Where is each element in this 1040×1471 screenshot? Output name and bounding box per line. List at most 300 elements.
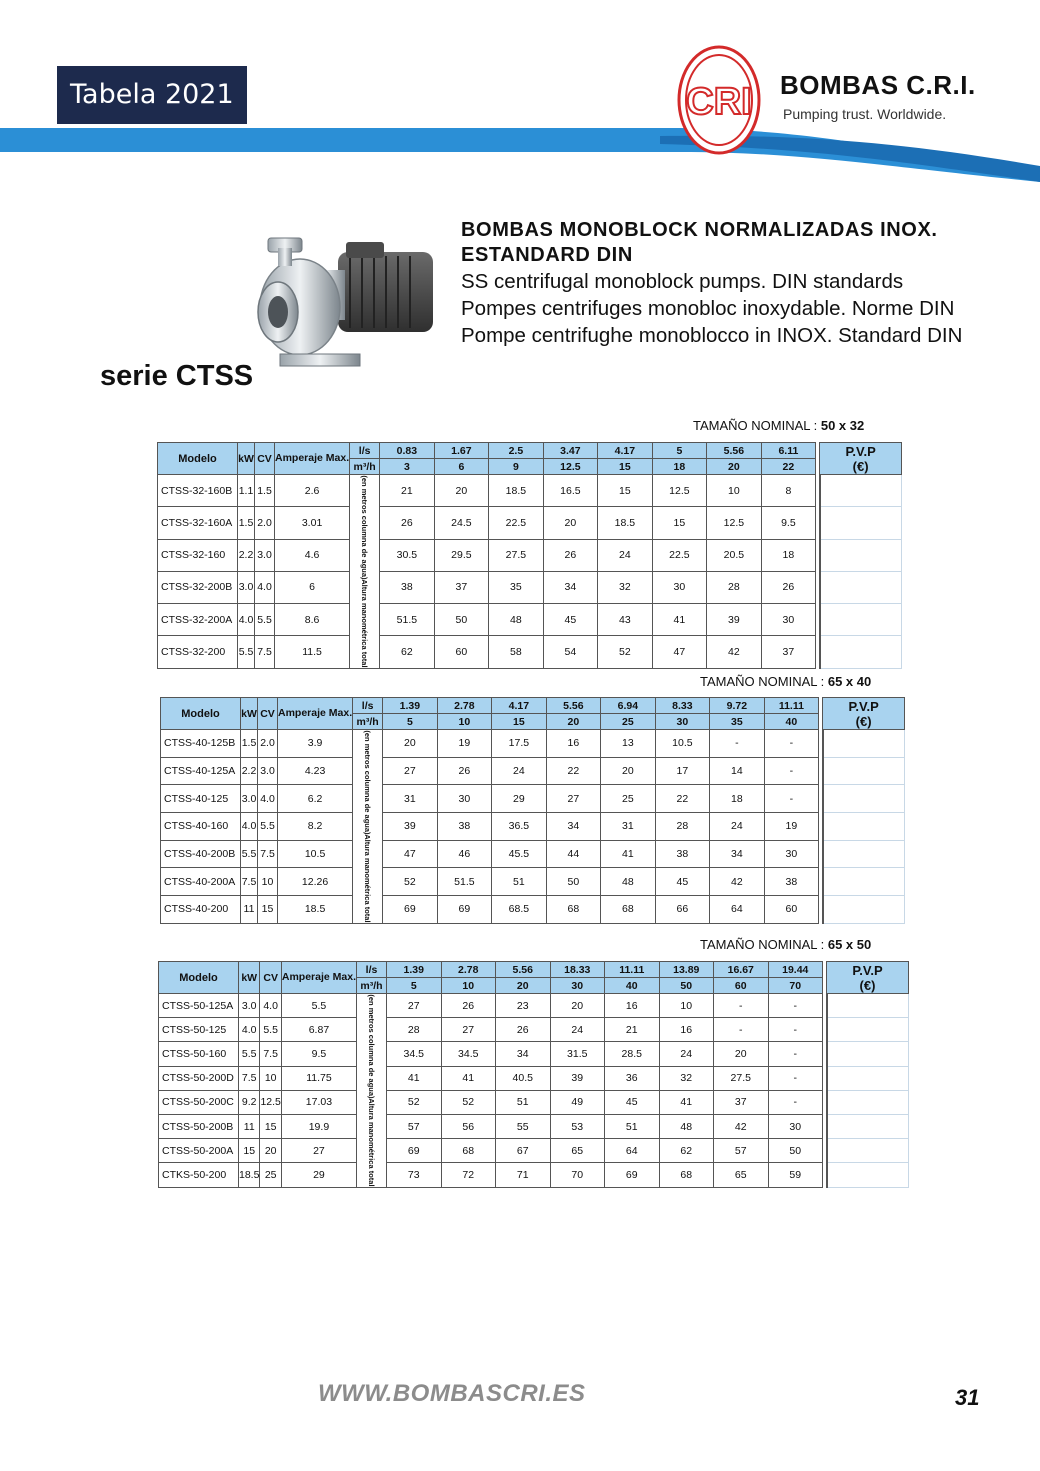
model-name: CTSS-50-125 xyxy=(159,1018,239,1042)
head-value: 29.5 xyxy=(434,539,489,571)
power-kw: 7.5 xyxy=(241,868,258,896)
head-value: 72 xyxy=(441,1163,496,1187)
power-cv: 10 xyxy=(260,1066,281,1090)
model-name: CTSS-40-125B xyxy=(161,730,241,758)
table-year-tag: Tabela 2021 xyxy=(57,66,247,124)
table-row xyxy=(161,868,905,896)
flow-ls-value: 1.39 xyxy=(383,698,438,714)
head-value: 27 xyxy=(387,994,442,1018)
price-input-cell[interactable] xyxy=(823,757,905,785)
table-row xyxy=(158,636,902,668)
head-value: 35 xyxy=(489,571,544,603)
col-cv-header: CV xyxy=(255,443,275,475)
model-name: CTSS-32-160 xyxy=(158,539,238,571)
head-value: 9.5 xyxy=(761,507,816,539)
flow-ls-value: 9.72 xyxy=(710,698,765,714)
power-cv: 7.5 xyxy=(260,1042,281,1066)
flow-ls-value: 11.11 xyxy=(605,962,660,978)
col-amp-header xyxy=(275,443,350,475)
head-value: - xyxy=(768,1042,823,1066)
flow-m3h-value: 70 xyxy=(768,978,823,994)
head-value: 19 xyxy=(764,812,819,840)
flow-m3h-value: 30 xyxy=(655,714,710,730)
head-value: 24 xyxy=(492,757,547,785)
price-input-cell[interactable] xyxy=(820,539,902,571)
flow-m3h-value: 10 xyxy=(441,978,496,994)
head-value: 51.5 xyxy=(380,604,435,636)
power-kw: 2.2 xyxy=(241,757,258,785)
header-wave-band xyxy=(0,126,1040,182)
head-value: 34.5 xyxy=(387,1042,442,1066)
price-input-cell[interactable] xyxy=(827,1042,909,1066)
col-model-header: Modelo xyxy=(159,962,239,994)
size-label-65x40: TAMAÑO NOMINAL : 65 x 40 xyxy=(700,674,872,689)
head-value: 58 xyxy=(489,636,544,668)
head-value: 52 xyxy=(598,636,653,668)
head-value: 10.5 xyxy=(655,730,710,758)
price-input-cell[interactable] xyxy=(827,1018,909,1042)
head-value: 26 xyxy=(380,507,435,539)
head-value: 24 xyxy=(710,812,765,840)
brand-slogan: Pumping trust. Worldwide. xyxy=(783,106,947,122)
power-kw: 4.0 xyxy=(241,812,258,840)
head-value: 32 xyxy=(659,1066,714,1090)
head-value: 39 xyxy=(707,604,762,636)
flow-m3h-value: 25 xyxy=(601,714,656,730)
model-name: CTSS-40-125A xyxy=(161,757,241,785)
head-value: 17.5 xyxy=(492,730,547,758)
head-value: 27 xyxy=(441,1018,496,1042)
col-cv-header: CV xyxy=(260,962,281,994)
col-model-header: Modelo xyxy=(158,443,238,475)
head-axis-label-line1: Altura manométrica total xyxy=(363,834,373,923)
flow-ls-value: 5 xyxy=(652,443,707,459)
head-value: 44 xyxy=(546,840,601,868)
power-cv: 4.0 xyxy=(260,994,281,1018)
head-value: 51 xyxy=(605,1114,660,1138)
head-value: 30 xyxy=(437,785,492,813)
head-value: 24.5 xyxy=(434,507,489,539)
flow-m3h-value: 12.5 xyxy=(543,459,598,475)
head-value: 17 xyxy=(655,757,710,785)
head-value: - xyxy=(714,994,769,1018)
head-value: 47 xyxy=(652,636,707,668)
amperage-max: 9.5 xyxy=(281,1042,356,1066)
amperage-max: 19.9 xyxy=(281,1114,356,1138)
head-value: 65 xyxy=(714,1163,769,1187)
head-value: 47 xyxy=(383,840,438,868)
head-value: 14 xyxy=(710,757,765,785)
head-value: - xyxy=(768,1018,823,1042)
price-input-cell[interactable] xyxy=(827,1066,909,1090)
power-cv: 15 xyxy=(260,1114,281,1138)
head-value: 62 xyxy=(659,1139,714,1163)
head-value: 18.5 xyxy=(489,475,544,507)
col-kw-header: kW xyxy=(238,443,255,475)
head-value: 37 xyxy=(434,571,489,603)
power-kw: 3.0 xyxy=(239,994,260,1018)
col-pvp-header xyxy=(820,443,902,475)
head-value: 29 xyxy=(492,785,547,813)
table-row xyxy=(161,785,905,813)
head-axis-label-text xyxy=(363,730,372,923)
amperage-max: 17.03 xyxy=(281,1090,356,1114)
head-axis-label-line1: Altura manométrica total xyxy=(367,1098,376,1187)
head-value: 34 xyxy=(710,840,765,868)
head-value: 51 xyxy=(496,1090,551,1114)
head-value: 64 xyxy=(605,1139,660,1163)
power-cv: 5.5 xyxy=(255,604,275,636)
table-row xyxy=(161,895,905,923)
head-value: 19 xyxy=(437,730,492,758)
flow-ls-value: 4.17 xyxy=(598,443,653,459)
table-row xyxy=(158,507,902,539)
head-value: - xyxy=(768,1066,823,1090)
flow-m3h-value: 22 xyxy=(761,459,816,475)
flow-ls-value: 2.78 xyxy=(441,962,496,978)
price-input-cell[interactable] xyxy=(820,604,902,636)
price-input-cell[interactable] xyxy=(820,507,902,539)
footer-website[interactable]: WWW.BOMBASCRI.ES xyxy=(318,1380,586,1407)
head-value: 27 xyxy=(546,785,601,813)
unit-m3h-label: m³/h xyxy=(353,714,383,730)
head-value: - xyxy=(768,994,823,1018)
unit-ls-label: l/s xyxy=(357,962,387,978)
head-value: 16 xyxy=(546,730,601,758)
flow-m3h-value: 15 xyxy=(598,459,653,475)
pump-product-image xyxy=(250,232,440,382)
amperage-max: 6 xyxy=(275,571,350,603)
head-value: 55 xyxy=(496,1114,551,1138)
power-cv: 7.5 xyxy=(255,636,275,668)
head-value: 20 xyxy=(601,757,656,785)
head-value: 68.5 xyxy=(492,895,547,923)
head-axis-label-line2: (en metros columna de agua) xyxy=(367,994,376,1099)
power-kw: 1.1 xyxy=(238,475,255,507)
head-value: 32 xyxy=(598,571,653,603)
head-value: 70 xyxy=(550,1163,605,1187)
head-value: 50 xyxy=(434,604,489,636)
amperage-max: 3.01 xyxy=(275,507,350,539)
head-value: 20 xyxy=(434,475,489,507)
head-value: 68 xyxy=(659,1163,714,1187)
head-value: 18.5 xyxy=(598,507,653,539)
col-amp-header-text: Amperaje Max. xyxy=(275,452,350,464)
amperage-max: 2.6 xyxy=(275,475,350,507)
head-axis-label-line2: (en metros columna de agua) xyxy=(363,730,373,835)
flow-ls-value: 6.11 xyxy=(761,443,816,459)
power-kw: 2.2 xyxy=(238,539,255,571)
power-cv: 4.0 xyxy=(258,785,278,813)
flow-m3h-value: 40 xyxy=(764,714,819,730)
flow-ls-value: 6.94 xyxy=(601,698,656,714)
col-kw-header: kW xyxy=(241,698,258,730)
power-cv: 25 xyxy=(260,1163,281,1187)
price-input-cell[interactable] xyxy=(823,840,905,868)
head-value: 59 xyxy=(768,1163,823,1187)
power-kw: 5.5 xyxy=(238,636,255,668)
head-value: 46 xyxy=(437,840,492,868)
head-value: 43 xyxy=(598,604,653,636)
head-value: 31.5 xyxy=(550,1042,605,1066)
flow-m3h-value: 5 xyxy=(383,714,438,730)
power-cv: 1.5 xyxy=(255,475,275,507)
power-kw: 5.5 xyxy=(241,840,258,868)
power-kw: 15 xyxy=(239,1139,260,1163)
head-value: 68 xyxy=(546,895,601,923)
amperage-max: 5.5 xyxy=(281,994,356,1018)
head-value: 21 xyxy=(380,475,435,507)
power-cv: 5.5 xyxy=(260,1018,281,1042)
head-axis-label-text xyxy=(360,475,369,668)
head-value: 27.5 xyxy=(489,539,544,571)
size-label-50x32: TAMAÑO NOMINAL : 50 x 32 xyxy=(693,418,865,433)
head-value: 24 xyxy=(598,539,653,571)
head-value: 23 xyxy=(496,994,551,1018)
head-value: 18 xyxy=(761,539,816,571)
head-value: 22 xyxy=(655,785,710,813)
head-value: 30 xyxy=(761,604,816,636)
price-input-cell[interactable] xyxy=(827,994,909,1018)
col-pvp-header xyxy=(823,698,905,730)
head-value: 30 xyxy=(764,840,819,868)
head-value: 22 xyxy=(546,757,601,785)
model-name: CTSS-50-200A xyxy=(159,1139,239,1163)
head-value: 38 xyxy=(437,812,492,840)
head-value: 39 xyxy=(550,1066,605,1090)
head-value: 25 xyxy=(601,785,656,813)
head-value: 16 xyxy=(605,994,660,1018)
power-kw: 7.5 xyxy=(239,1066,260,1090)
head-value: 30 xyxy=(768,1114,823,1138)
power-kw: 11 xyxy=(241,895,258,923)
head-value: 50 xyxy=(546,868,601,896)
amperage-max: 27 xyxy=(281,1139,356,1163)
power-cv: 3.0 xyxy=(255,539,275,571)
head-value: 41 xyxy=(601,840,656,868)
flow-m3h-value: 20 xyxy=(496,978,551,994)
table-row xyxy=(159,1066,909,1090)
price-input-cell[interactable] xyxy=(820,636,902,668)
head-value: 26 xyxy=(761,571,816,603)
head-value: 26 xyxy=(437,757,492,785)
head-value: 42 xyxy=(710,868,765,896)
head-value: - xyxy=(764,785,819,813)
head-value: 42 xyxy=(714,1114,769,1138)
col-pvp-currency: (€) xyxy=(852,458,869,474)
table-row xyxy=(158,571,902,603)
model-name: CTSS-40-200A xyxy=(161,868,241,896)
price-input-cell[interactable] xyxy=(823,730,905,758)
table-row xyxy=(159,1018,909,1042)
col-pvp-label: P.V.P xyxy=(845,443,876,459)
head-value: 31 xyxy=(383,785,438,813)
price-input-cell[interactable] xyxy=(827,1090,909,1114)
head-value: 42 xyxy=(707,636,762,668)
head-value: 57 xyxy=(387,1114,442,1138)
table-row xyxy=(159,1042,909,1066)
flow-m3h-value: 10 xyxy=(437,714,492,730)
head-value: 37 xyxy=(761,636,816,668)
head-value: - xyxy=(764,757,819,785)
table-row xyxy=(161,840,905,868)
table-header-row xyxy=(161,698,905,714)
power-cv: 2.0 xyxy=(258,730,278,758)
head-value: 52 xyxy=(387,1090,442,1114)
page-number: 31 xyxy=(955,1385,980,1410)
head-value: - xyxy=(768,1090,823,1114)
price-input-cell[interactable] xyxy=(823,868,905,896)
col-pvp-currency: (€) xyxy=(859,977,876,993)
head-value: 50 xyxy=(768,1139,823,1163)
head-value: 67 xyxy=(496,1139,551,1163)
amperage-max: 11.5 xyxy=(275,636,350,668)
head-value: 20 xyxy=(543,507,598,539)
price-input-cell[interactable] xyxy=(827,1139,909,1163)
col-amp-header-text: Amperaje Max. xyxy=(281,971,356,983)
price-input-cell[interactable] xyxy=(823,895,905,923)
head-value: 41 xyxy=(441,1066,496,1090)
model-name: CTSS-40-200B xyxy=(161,840,241,868)
amperage-max: 4.23 xyxy=(278,757,353,785)
power-kw: 11 xyxy=(239,1114,260,1138)
power-cv: 15 xyxy=(258,895,278,923)
amperage-max: 4.6 xyxy=(275,539,350,571)
head-value: 20.5 xyxy=(707,539,762,571)
head-value: 12.5 xyxy=(652,475,707,507)
head-value: 26 xyxy=(441,994,496,1018)
flow-m3h-value: 5 xyxy=(387,978,442,994)
model-name: CTSS-32-160A xyxy=(158,507,238,539)
head-value: 18 xyxy=(710,785,765,813)
amperage-max: 8.2 xyxy=(278,812,353,840)
col-kw-header: kW xyxy=(239,962,260,994)
model-name: CTSS-40-160 xyxy=(161,812,241,840)
head-value: 56 xyxy=(441,1114,496,1138)
head-value: 53 xyxy=(550,1114,605,1138)
power-cv: 10 xyxy=(258,868,278,896)
head-value: 10 xyxy=(707,475,762,507)
amperage-max: 6.2 xyxy=(278,785,353,813)
model-name: CTSS-32-200 xyxy=(158,636,238,668)
price-table-65x40 xyxy=(160,697,905,924)
head-value: 62 xyxy=(380,636,435,668)
price-input-cell[interactable] xyxy=(820,475,902,507)
head-value: 20 xyxy=(714,1042,769,1066)
head-value: 30 xyxy=(652,571,707,603)
head-value: 22.5 xyxy=(652,539,707,571)
head-value: 66 xyxy=(655,895,710,923)
power-kw: 3.0 xyxy=(238,571,255,603)
head-axis-label-line2: (en metros columna de agua) xyxy=(360,475,370,580)
head-value: 28.5 xyxy=(605,1042,660,1066)
head-value: 48 xyxy=(489,604,544,636)
price-input-cell[interactable] xyxy=(827,1163,909,1187)
head-value: 41 xyxy=(659,1090,714,1114)
table-header-row xyxy=(159,962,909,978)
head-value: 54 xyxy=(543,636,598,668)
flow-m3h-value: 30 xyxy=(550,978,605,994)
amperage-max: 8.6 xyxy=(275,604,350,636)
price-input-cell[interactable] xyxy=(823,812,905,840)
head-value: 21 xyxy=(605,1018,660,1042)
head-value: 51.5 xyxy=(437,868,492,896)
price-input-cell[interactable] xyxy=(827,1114,909,1138)
flow-m3h-value: 6 xyxy=(434,459,489,475)
col-cv-header: CV xyxy=(258,698,278,730)
head-value: 52 xyxy=(441,1090,496,1114)
power-kw: 5.5 xyxy=(239,1042,260,1066)
head-value: 34 xyxy=(496,1042,551,1066)
price-table-50x32 xyxy=(157,442,902,669)
col-amp-header-text: Amperaje Max. xyxy=(278,707,353,719)
flow-ls-value: 2.5 xyxy=(489,443,544,459)
head-value: - xyxy=(764,730,819,758)
flow-m3h-value: 50 xyxy=(659,978,714,994)
power-cv: 4.0 xyxy=(255,571,275,603)
head-axis-label xyxy=(353,730,383,924)
power-cv: 12.5 xyxy=(260,1090,281,1114)
model-name: CTKS-50-200 xyxy=(159,1163,239,1187)
head-value: 34.5 xyxy=(441,1042,496,1066)
flow-ls-value: 13.89 xyxy=(659,962,714,978)
brand-name: BOMBAS C.R.I. xyxy=(780,70,976,100)
flow-ls-value: 5.56 xyxy=(707,443,762,459)
head-value: 31 xyxy=(601,812,656,840)
power-kw: 1.5 xyxy=(241,730,258,758)
head-value: 69 xyxy=(383,895,438,923)
power-kw: 4.0 xyxy=(238,604,255,636)
head-value: 27 xyxy=(383,757,438,785)
head-value: 69 xyxy=(605,1163,660,1187)
flow-m3h-value: 20 xyxy=(546,714,601,730)
power-cv: 3.0 xyxy=(258,757,278,785)
table-row xyxy=(159,1139,909,1163)
head-value: 36 xyxy=(605,1066,660,1090)
flow-ls-value: 8.33 xyxy=(655,698,710,714)
head-value: 73 xyxy=(387,1163,442,1187)
head-value: 45.5 xyxy=(492,840,547,868)
flow-m3h-value: 9 xyxy=(489,459,544,475)
col-amp-header xyxy=(281,962,356,994)
flow-ls-value: 5.56 xyxy=(496,962,551,978)
flow-ls-value: 0.83 xyxy=(380,443,435,459)
head-value: 39 xyxy=(383,812,438,840)
head-value: 71 xyxy=(496,1163,551,1187)
cri-logo-icon xyxy=(676,44,762,156)
amperage-max: 29 xyxy=(281,1163,356,1187)
price-input-cell[interactable] xyxy=(823,785,905,813)
table-row xyxy=(159,1090,909,1114)
head-value: 24 xyxy=(550,1018,605,1042)
head-value: 38 xyxy=(764,868,819,896)
head-value: 60 xyxy=(764,895,819,923)
price-input-cell[interactable] xyxy=(820,571,902,603)
head-value: 16 xyxy=(659,1018,714,1042)
model-name: CTSS-32-200B xyxy=(158,571,238,603)
power-cv: 5.5 xyxy=(258,812,278,840)
flow-m3h-value: 18 xyxy=(652,459,707,475)
flow-ls-value: 19.44 xyxy=(768,962,823,978)
power-cv: 7.5 xyxy=(258,840,278,868)
model-name: CTSS-40-200 xyxy=(161,895,241,923)
col-pvp-label: P.V.P xyxy=(848,698,879,714)
col-amp-header xyxy=(278,698,353,730)
flow-ls-value: 1.39 xyxy=(387,962,442,978)
table-row xyxy=(158,475,902,507)
head-value: 15 xyxy=(652,507,707,539)
table-row xyxy=(161,730,905,758)
